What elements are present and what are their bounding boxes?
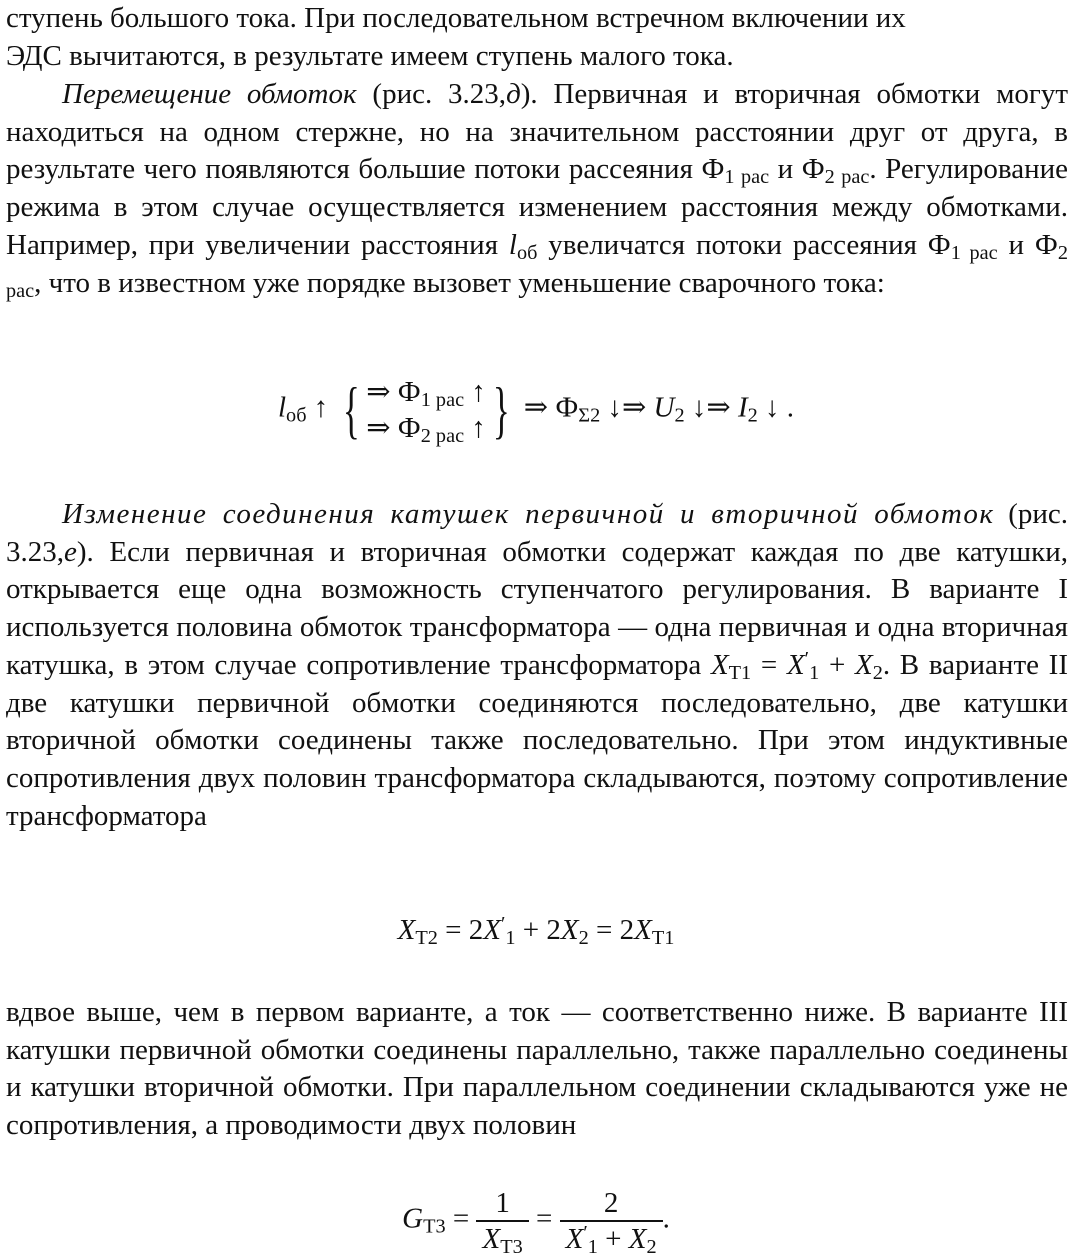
formula-xt2: $X_{Т2} = 2X'_1 + 2X_2 = 2X_{Т1}$ (397, 912, 675, 950)
text-line: ступень большого тока. При последовательном встречном включении их (6, 2, 906, 34)
fraction: $\frac{2}{X'_1 + X_2}$ (560, 1186, 663, 1256)
section-term: Изменение соединения катушек первичной и вторичной обмоток (62, 498, 995, 530)
formula-stack: ⇒ $Ф_{1 рас}$ ↑ ⇒ $Ф_{2 рас}$ ↑ (366, 376, 486, 448)
fraction: $\frac{1}{X_{Т3}}$ (476, 1186, 528, 1256)
paragraph-2: Перемещение обмоток (рис. 3.23,д). Первичная и вторичная обмотки могут находиться на одном стержне, но на значительном расстоянии друг от друга, в результате чего появляются большие потоки рассеяния $Ф_{1 рас}$ и $Ф_{2 рас}$. Регулирование режима в этом случае осуществляется изменением расстояния между обмотками. Например, при увеличении расстояния $l_{об}$ увеличатся потоки рассеяния $Ф_{1 рас}$ и $Ф_{2 рас}$, что в известном уже порядке вызовет уменьшение сварочного тока: (6, 78, 1069, 302)
paragraph-3: Изменение соединения катушек первичной и вторичной обмоток (рис. 3.23,е). Если первичная и вторичная обмотки содержат каждая по две катушки, открывается еще одна возможность ступенчатого регулирования. В варианте I используется половина обмоток трансформатора — одна первичная и одна вторичная катушка, в этом случае сопротивление трансформатора $X_{Т1} = X'_1 + X_2$. В варианте II две катушки первичной обмотки соединяются последовательно, две катушки вторичной обмотки соединены также последовательно. При этом индуктивные сопротивления двух половин трансформатора складываются, поэтому сопротивление трансформатора (6, 498, 1068, 832)
paragraph-4: вдвое выше, чем в первом варианте, а ток — соответственно ниже. В варианте III катушки первичной обмотки соединены параллельно, также параллельно соединены и катушки вторичной обмотки. При параллельном соединении складываются уже не сопротивления, а проводимости двух половин (6, 996, 1068, 1142)
section-term: Перемещение обмоток (62, 78, 357, 110)
paragraph-1 (6, 0, 1068, 75)
formula-gt3: $G_{Т3}$ = $\frac{1}{X_{Т3}}$ = $\frac{2}{X'_1 + X_2}$ . (402, 1187, 670, 1259)
formula-spacing-chain: $l_{об}$ ↑ { ⇒ $Ф_{1 рас}$ ↑ ⇒ $Ф_{2 рас}$ ↑ } ⇒ $Ф_{\Sigma 2}$ ↓⇒ $U_2$ ↓⇒ $I_2$ ↓ . (277, 374, 795, 448)
text-line: ЭДС вычитаются, в результате имеем ступень малого тока. (6, 39, 734, 72)
